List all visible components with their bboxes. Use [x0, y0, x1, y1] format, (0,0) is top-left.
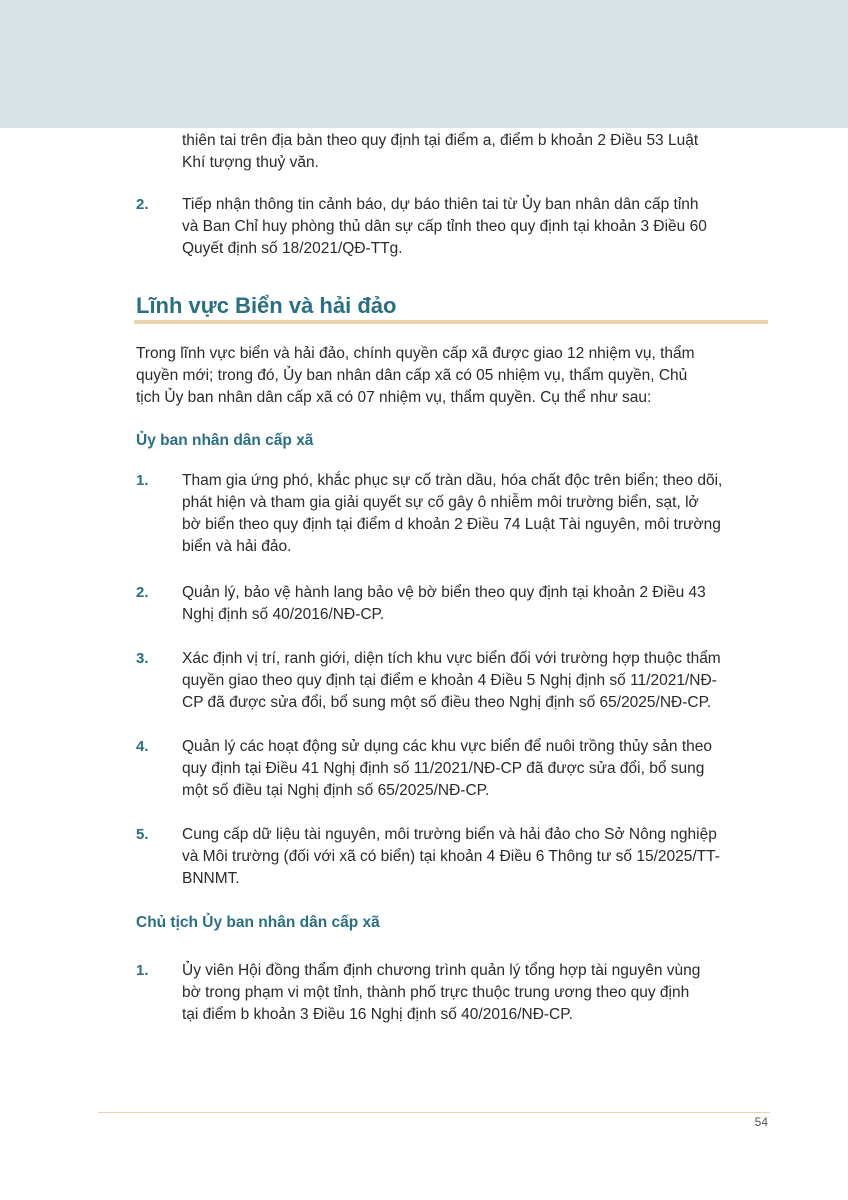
- item-number: 2.: [136, 196, 149, 213]
- list-item-text: Tiếp nhận thông tin cảnh báo, dự báo thiên tai từ Ủy ban nhân dân cấp tỉnh và Ban Chỉ huy phòng thủ dân sự cấp tỉnh theo quy định tại khoản 3 Điều 60 Quyết định số 18/2021/QĐ-TTg.: [182, 196, 707, 257]
- item-number: 5.: [136, 826, 149, 843]
- list-item-text: Xác định vị trí, ranh giới, diện tích khu vực biển đối với trường hợp thuộc thẩm quyền giao theo quy định tại điểm e khoản 4 Điều 5 Nghị định số 11/2021/NĐ- CP đã được sửa đổi, bổ sung một số điều theo Nghị định số 65/2025/NĐ-CP.: [182, 650, 721, 711]
- footer-rule: [98, 1112, 770, 1113]
- list-item-text: Ủy viên Hội đồng thẩm định chương trình quản lý tổng hợp tài nguyên vùng bờ trong phạm vi một tỉnh, thành phố trực thuộc trung ương theo quy định tại điểm b khoản 3 Điều 16 Nghị định số 40/2016/NĐ-CP.: [182, 962, 701, 1023]
- item-number: 1.: [136, 962, 149, 979]
- section-intro: Trong lĩnh vực biển và hải đảo, chính quyền cấp xã được giao 12 nhiệm vụ, thẩm quyền mới; trong đó, Ủy ban nhân dân cấp xã có 05 nhiệm vụ, thẩm quyền, Chủ tịch Ủy ban nhân dân cấp xã có 07 nhiệm vụ, thẩm quyền. Cụ thể như sau:: [136, 345, 695, 406]
- subheading-commune-committee: Ủy ban nhân dân cấp xã: [136, 432, 314, 449]
- subheading-commune-chairman: Chủ tịch Ủy ban nhân dân cấp xã: [136, 914, 380, 931]
- item-number: 2.: [136, 584, 149, 601]
- item-number: 1.: [136, 472, 149, 489]
- list-item-text: Quản lý, bảo vệ hành lang bảo vệ bờ biển theo quy định tại khoản 2 Điều 43 Nghị định số 40/2016/NĐ-CP.: [182, 584, 706, 623]
- list-item-text: Tham gia ứng phó, khắc phục sự cố tràn dầu, hóa chất độc trên biển; theo dõi, phát hiện và tham gia giải quyết sự cố gây ô nhiễm môi trường biển, sạt, lở bờ biển theo quy định tại điểm d khoản 2 Điều 74 Luật Tài nguyên, môi trường biển và hải đảo.: [182, 472, 723, 555]
- item-number: 4.: [136, 738, 149, 755]
- section-title: Lĩnh vực Biển và hải đảo: [136, 293, 397, 318]
- section-title-underline: [134, 320, 768, 324]
- item-number: 3.: [136, 650, 149, 667]
- list-item-text: Cung cấp dữ liệu tài nguyên, môi trường biển và hải đảo cho Sở Nông nghiệp và Môi trường (đối với xã có biển) tại khoản 4 Điều 6 Thông tư số 15/2025/TT- BNNMT.: [182, 826, 720, 887]
- header-band: [0, 0, 848, 128]
- page-number: 54: [754, 1115, 768, 1129]
- continuation-paragraph: thiên tai trên địa bàn theo quy định tại điểm a, điểm b khoản 2 Điều 53 Luật Khí tượng thuỷ văn.: [182, 132, 699, 171]
- list-item-text: Quản lý các hoạt động sử dụng các khu vực biển để nuôi trồng thủy sản theo quy định tại Điều 41 Nghị định số 11/2021/NĐ-CP đã được sửa đổi, bổ sung một số điều tại Nghị định số 65/2025/NĐ-CP.: [182, 738, 713, 799]
